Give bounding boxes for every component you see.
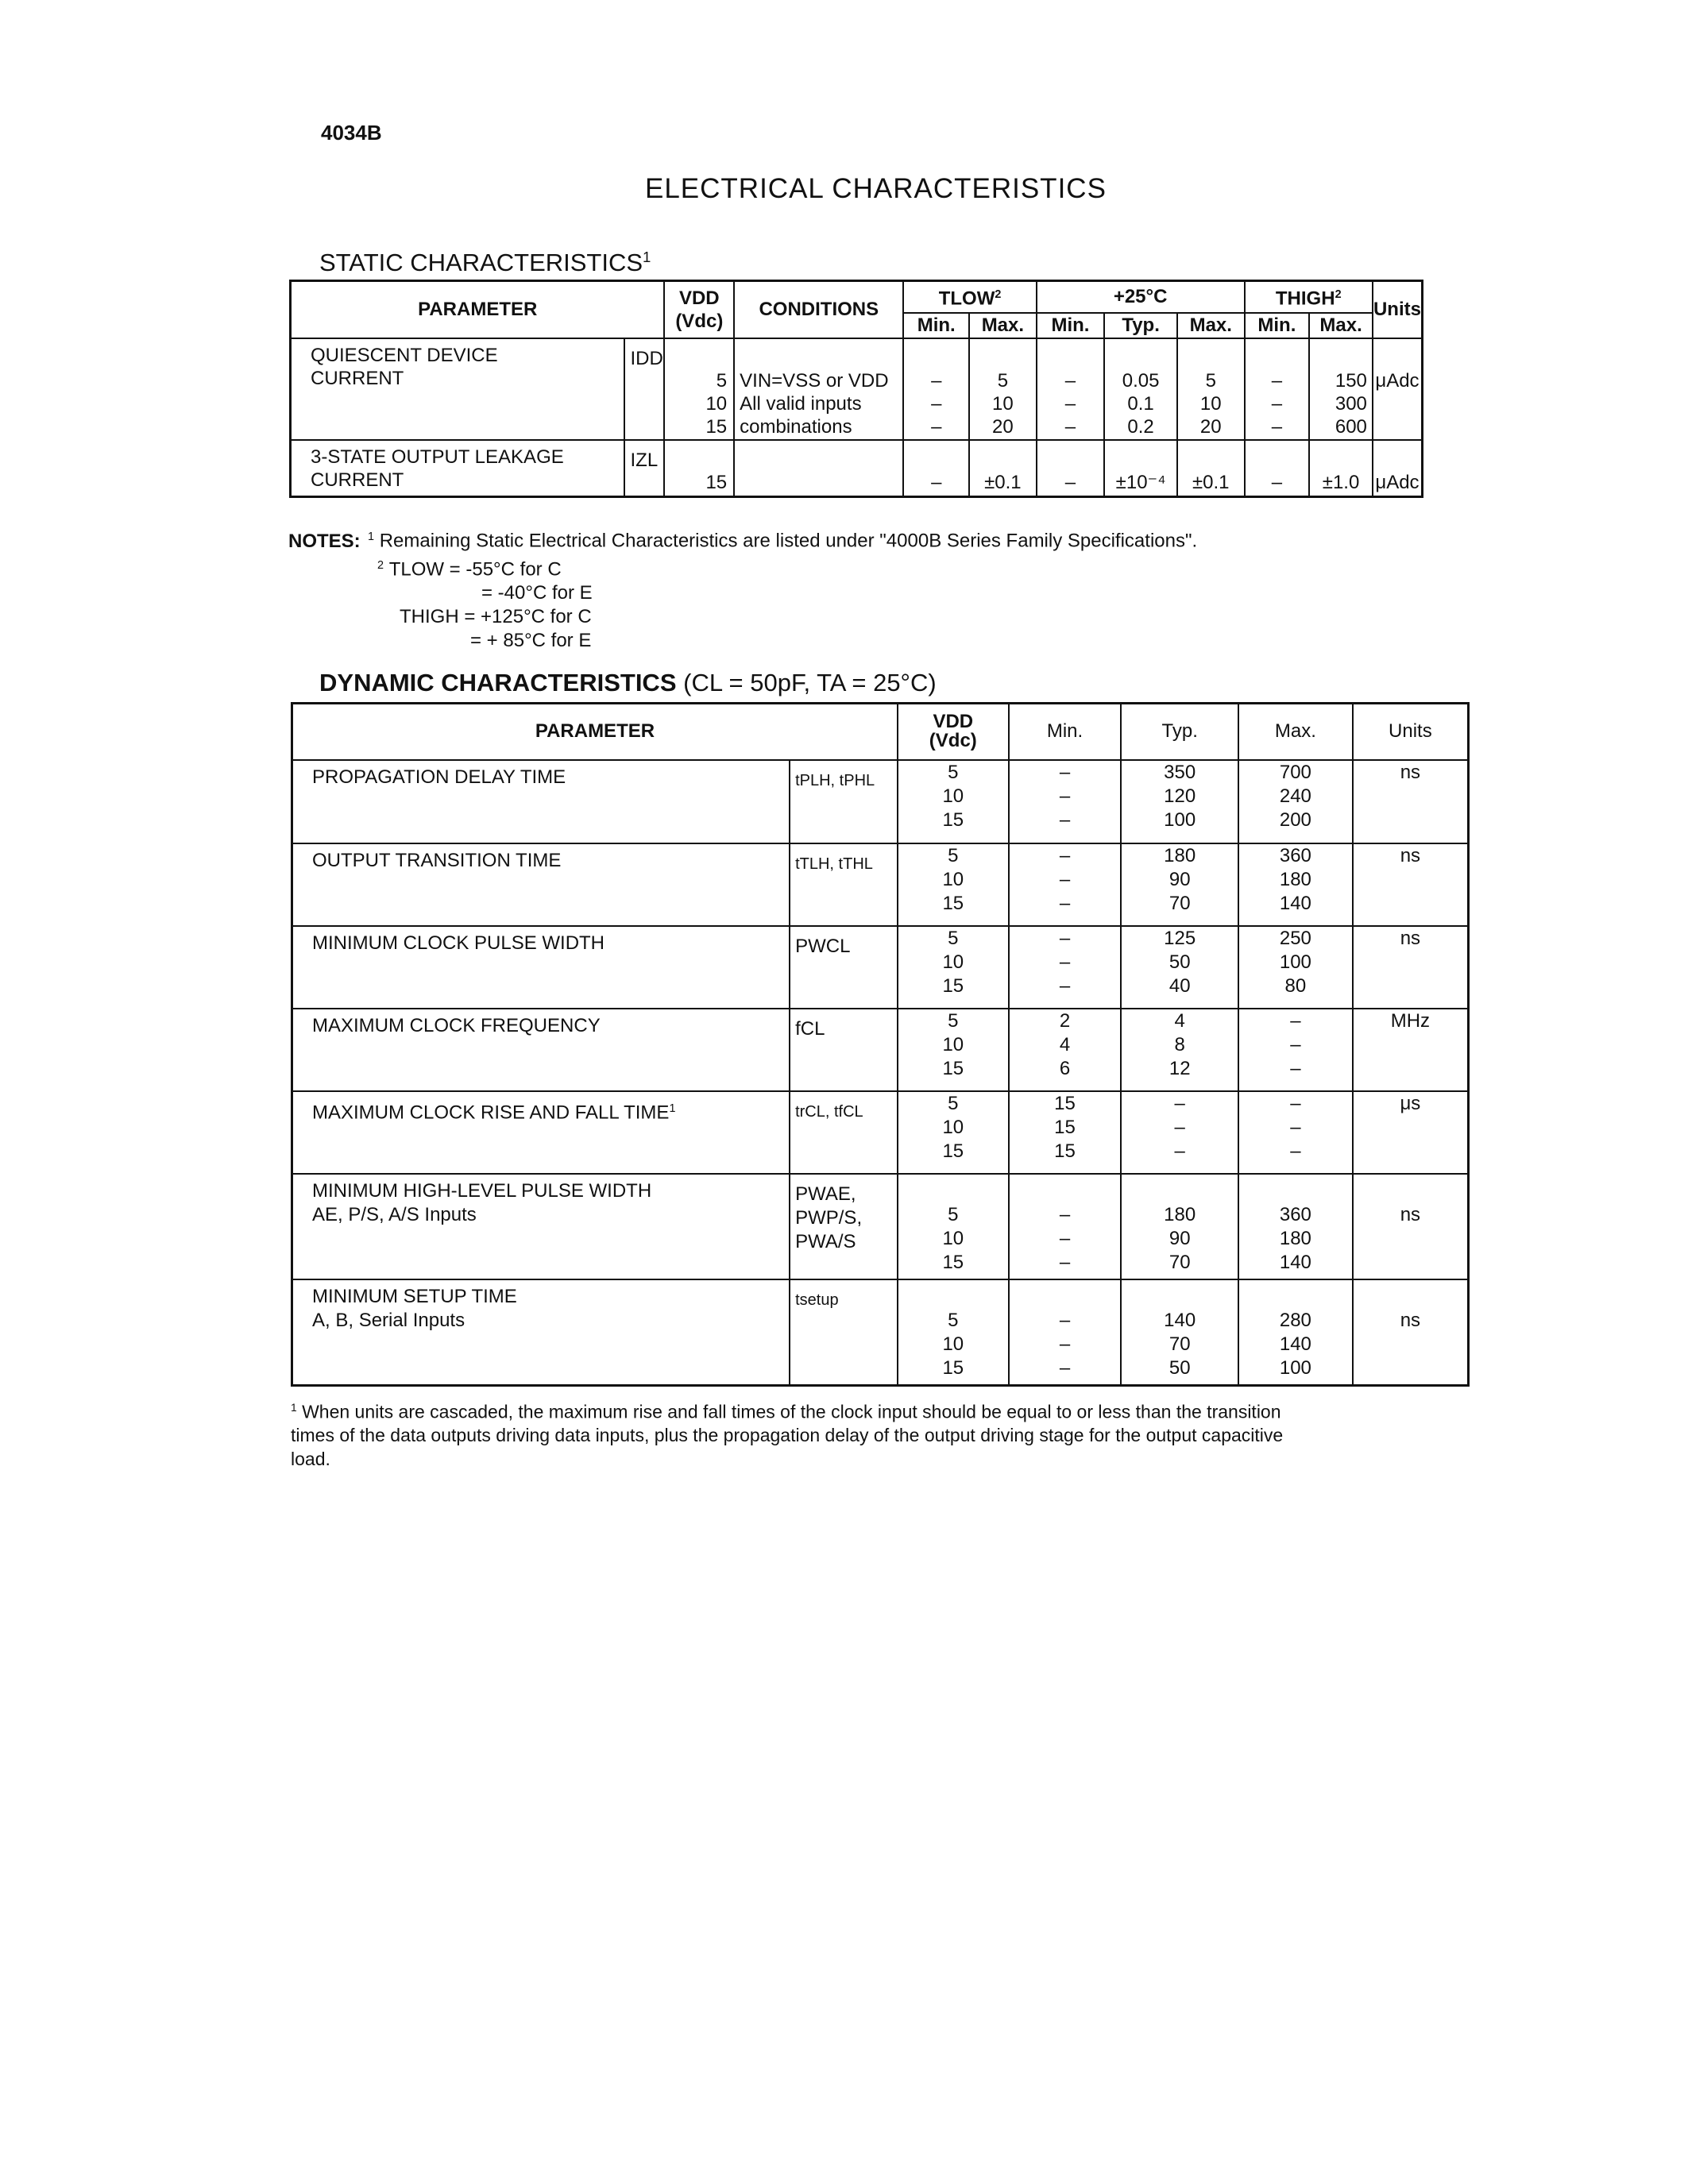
units: μs: [1353, 1091, 1469, 1174]
t25-typ: 0.05 0.1 0.2: [1104, 338, 1177, 440]
units: ns: [1353, 926, 1469, 1009]
param-symbol: tTLH, tTHL: [790, 843, 898, 926]
typ-values: 125 50 40: [1121, 926, 1238, 1009]
header-parameter: PARAMETER: [292, 704, 898, 760]
header-vdd: [898, 704, 1009, 760]
dynamic-conditions: (CL = 50pF, TA = 25°C): [683, 669, 937, 696]
header-units: Units: [1373, 281, 1423, 338]
param-name: MAXIMUM CLOCK FREQUENCY: [292, 1009, 790, 1091]
max-values: 700 240 200: [1238, 760, 1353, 843]
header-max: Max.: [1238, 704, 1353, 760]
units: ns: [1353, 1174, 1469, 1279]
conditions: [734, 440, 903, 497]
header-conditions: CONDITIONS: [734, 281, 903, 338]
min-values: 15 15 15: [1009, 1091, 1122, 1174]
header-vdd-label: VDD: [678, 287, 720, 309]
typ-values: 350 120 100: [1121, 760, 1238, 843]
max-values: 250 100 80: [1238, 926, 1353, 1009]
notes-label: NOTES:: [288, 530, 361, 552]
min-values: – – –: [1009, 926, 1122, 1009]
header-tlow-max: Max.: [969, 313, 1037, 338]
footnote: [291, 1396, 1300, 1471]
vdd-values: 15: [664, 440, 734, 497]
header-parameter: PARAMETER: [291, 281, 665, 338]
param-symbol: tsetup: [790, 1279, 898, 1386]
typ-values: 180 90 70: [1121, 843, 1238, 926]
param-symbol: fCL: [790, 1009, 898, 1091]
min-values: – – –: [1009, 1279, 1122, 1386]
thigh-max: ±1.0: [1309, 440, 1373, 497]
param-name: OUTPUT TRANSITION TIME: [292, 843, 790, 926]
min-values: 2 4 6: [1009, 1009, 1122, 1091]
param-symbol: IDD: [624, 338, 664, 440]
static-title-text: STATIC CHARACTERISTICS: [319, 249, 643, 277]
header-thigh-note: 2: [1335, 287, 1342, 301]
note-tlow-1: TLOW = -55°C for C: [388, 558, 562, 581]
note-1-marker: 1: [368, 531, 375, 543]
vdd-values: 5 10 15: [898, 760, 1009, 843]
header-vdd-label: VDD: [933, 711, 974, 733]
table-row: [292, 1091, 1469, 1174]
header-thigh-label: THIGH: [1275, 287, 1335, 310]
min-values: – – –: [1009, 843, 1122, 926]
note-2-marker: 2: [377, 558, 384, 572]
units: μAdc: [1373, 338, 1423, 440]
vdd-values: 5 10 15: [898, 1174, 1009, 1279]
header-t25: +25°C: [1037, 281, 1245, 313]
header-min: Min.: [1009, 704, 1122, 760]
note-thigh-1: THIGH = +125°C for C: [400, 606, 592, 628]
param-name: QUIESCENT DEVICE CURRENT: [291, 338, 625, 440]
header-tlow-note: 2: [995, 287, 1002, 301]
footnote-text: When units are cascaded, the maximum rise and fall times of the clock input should be equal to or less than the transition times of the data outputs driving data inputs, plus the propagation delay of the output driving stage for the output capacitive load.: [291, 1401, 1284, 1470]
t25-min: – – –: [1037, 338, 1105, 440]
max-values: – – –: [1238, 1009, 1353, 1091]
dynamic-characteristics-table: [291, 702, 1470, 1387]
t25-min: –: [1037, 440, 1105, 497]
table-row: [292, 1174, 1469, 1279]
header-t25-max: Max.: [1177, 313, 1245, 338]
param-name: MINIMUM HIGH-LEVEL PULSE WIDTH AE, P/S, A/S Inputs: [292, 1174, 790, 1279]
t25-max: 5 10 20: [1177, 338, 1245, 440]
tlow-min: –: [903, 440, 969, 497]
notes-block: [288, 525, 1197, 653]
tlow-min: – – –: [903, 338, 969, 440]
param-name: MINIMUM SETUP TIME A, B, Serial Inputs: [292, 1279, 790, 1386]
t25-typ: ±10⁻⁴: [1104, 440, 1177, 497]
static-characteristics-table: [289, 280, 1423, 498]
thigh-max: 150 300 600: [1309, 338, 1373, 440]
param-symbol: tPLH, tPHL: [790, 760, 898, 843]
header-t25-min: Min.: [1037, 313, 1105, 338]
param-name: PROPAGATION DELAY TIME: [292, 760, 790, 843]
max-values: – – –: [1238, 1091, 1353, 1174]
conditions: VIN=VSS or VDD All valid inputs combinations: [734, 338, 903, 440]
header-tlow-label: TLOW: [938, 287, 995, 310]
table-row: [292, 1009, 1469, 1091]
vdd-values: 5 10 15: [664, 338, 734, 440]
param-name: [292, 1091, 790, 1174]
vdd-values: 5 10 15: [898, 1279, 1009, 1386]
min-values: – – –: [1009, 1174, 1122, 1279]
param-name: MINIMUM CLOCK PULSE WIDTH: [292, 926, 790, 1009]
param-name-text: MAXIMUM CLOCK RISE AND FALL TIME: [312, 1102, 670, 1124]
table-row: [292, 760, 1469, 843]
typ-values: 180 90 70: [1121, 1174, 1238, 1279]
table-row: [292, 1279, 1469, 1386]
vdd-values: 5 10 15: [898, 1091, 1009, 1174]
header-tlow-min: Min.: [903, 313, 969, 338]
header-thigh-min: Min.: [1245, 313, 1310, 338]
vdd-values: 5 10 15: [898, 1009, 1009, 1091]
param-symbol: PWCL: [790, 926, 898, 1009]
static-section-title: [319, 249, 651, 277]
note-1: Remaining Static Electrical Characteristics are listed under "4000B Series Family Specifications".: [379, 530, 1198, 552]
note-tlow-2: = -40°C for E: [481, 582, 593, 604]
note-thigh-2: = + 85°C for E: [470, 630, 592, 652]
units: MHz: [1353, 1009, 1469, 1091]
header-tlow: [903, 281, 1036, 313]
units: μAdc: [1373, 440, 1423, 497]
max-values: 280 140 100: [1238, 1279, 1353, 1386]
param-symbol: IZL: [624, 440, 664, 497]
dynamic-title-text: DYNAMIC CHARACTERISTICS: [319, 669, 677, 696]
table-row: [292, 843, 1469, 926]
units: ns: [1353, 760, 1469, 843]
header-vdd-unit: (Vdc): [675, 310, 724, 332]
thigh-min: – – –: [1245, 338, 1310, 440]
vdd-values: 5 10 15: [898, 926, 1009, 1009]
footnote-marker: 1: [291, 1402, 297, 1414]
thigh-min: –: [1245, 440, 1310, 497]
typ-values: 140 70 50: [1121, 1279, 1238, 1386]
table-row: [292, 926, 1469, 1009]
param-symbol: PWAE, PWP/S, PWA/S: [790, 1174, 898, 1279]
header-t25-typ: Typ.: [1104, 313, 1177, 338]
typ-values: – – –: [1121, 1091, 1238, 1174]
t25-max: ±0.1: [1177, 440, 1245, 497]
header-typ: Typ.: [1121, 704, 1238, 760]
table-row: [291, 440, 1423, 497]
dynamic-section-title: [319, 669, 937, 697]
param-symbol: trCL, tfCL: [790, 1091, 898, 1174]
header-units: Units: [1353, 704, 1469, 760]
header-thigh: [1245, 281, 1373, 313]
units: ns: [1353, 1279, 1469, 1386]
table-row: [291, 338, 1423, 440]
page-title: ELECTRICAL CHARACTERISTICS: [645, 173, 1107, 204]
max-values: 360 180 140: [1238, 843, 1353, 926]
header-thigh-max: Max.: [1309, 313, 1373, 338]
units: ns: [1353, 843, 1469, 926]
footnote-marker: 1: [669, 1102, 676, 1115]
vdd-values: 5 10 15: [898, 843, 1009, 926]
header-vdd-unit: (Vdc): [929, 730, 977, 752]
header-vdd: [664, 281, 734, 338]
param-name: 3-STATE OUTPUT LEAKAGE CURRENT: [291, 440, 625, 497]
typ-values: 4 8 12: [1121, 1009, 1238, 1091]
static-title-note: 1: [643, 249, 651, 265]
part-number: 4034B: [321, 121, 382, 145]
max-values: 360 180 140: [1238, 1174, 1353, 1279]
min-values: – – –: [1009, 760, 1122, 843]
tlow-max: ±0.1: [969, 440, 1037, 497]
tlow-max: 5 10 20: [969, 338, 1037, 440]
